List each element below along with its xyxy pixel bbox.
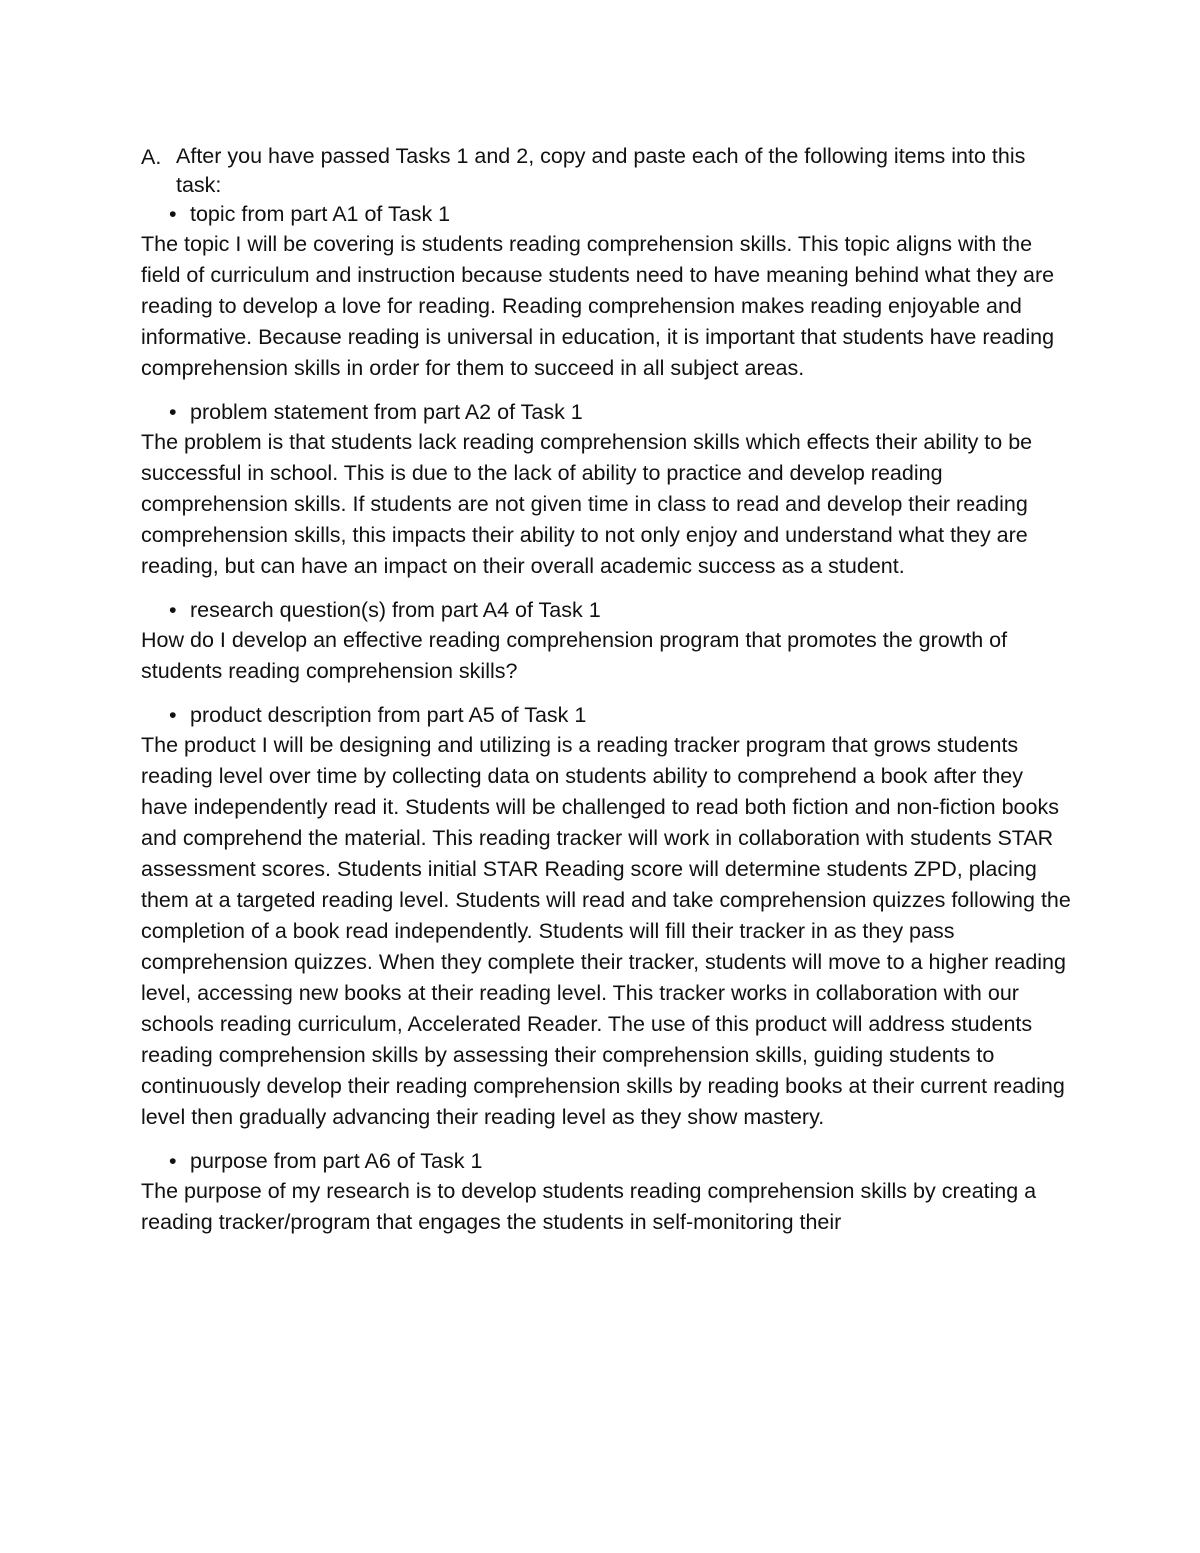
section-answer-purpose: The purpose of my research is to develop students reading comprehension skills by creating a reading tracker/program that engages the students in self-monitoring their xyxy=(141,1179,1037,1234)
instruction-letter: A. xyxy=(141,145,162,169)
instruction-text: After you have passed Tasks 1 and 2, copy and paste each of the following items into this task: xyxy=(176,144,1026,197)
section-label-product-description xyxy=(141,701,1071,730)
bullet-icon: • xyxy=(169,400,177,424)
section-answer-research-questions: How do I develop an effective reading comprehension program that promotes the growth of students reading comprehension skills? xyxy=(141,628,1008,683)
section-label-text: research question(s) from part A4 of Task 1 xyxy=(190,598,601,622)
section-answer-topic: The topic I will be covering is students reading comprehension skills. This topic aligns with the field of curriculum and instruction because students need to have meaning behind what they are reading to develop a love for reading. Reading comprehension makes reading enjoyable and informative. Because reading is universal in education, it is important that students have reading comprehension skills in order for them to succeed in all subject areas. xyxy=(141,232,1055,380)
section-label-research-questions xyxy=(141,596,1071,625)
section-label-problem-statement xyxy=(141,398,1071,427)
bullet-icon: • xyxy=(169,598,177,622)
section-label-text: product description from part A5 of Task 1 xyxy=(190,703,587,727)
bullet-icon: • xyxy=(169,202,177,226)
section-label-text: topic from part A1 of Task 1 xyxy=(190,202,451,226)
section-label-text: purpose from part A6 of Task 1 xyxy=(190,1149,483,1173)
bullet-icon: • xyxy=(169,703,177,727)
section-label-purpose xyxy=(141,1147,1071,1176)
section-answer-product-description: The product I will be designing and utilizing is a reading tracker program that grows students reading level over time by collecting data on students ability to comprehend a book after they have independently read it. Students will be challenged to read both fiction and non-fiction books and comprehend the material. This reading tracker will work in collaboration with students STAR assessment scores. Students initial STAR Reading score will determine students ZPD, placing them at a targeted reading level. Students will read and take comprehension quizzes following the completion of a book read independently. Students will fill their tracker in as they pass comprehension quizzes. When they complete their tracker, students will move to a higher reading level, accessing new books at their reading level. This tracker works in collaboration with our schools reading curriculum, Accelerated Reader. The use of this product will address students reading comprehension skills by assessing their comprehension skills, guiding students to continuously develop their reading comprehension skills by reading books at their current reading level then gradually advancing their reading level as they show mastery. xyxy=(141,733,1071,1129)
bullet-icon: • xyxy=(169,1149,177,1173)
instruction-item xyxy=(141,142,1071,200)
section-label-topic xyxy=(141,200,1071,229)
section-answer-problem-statement: The problem is that students lack reading comprehension skills which effects their ability to be successful in school. This is due to the lack of ability to practice and develop reading comprehension skills. If students are not given time in class to read and develop their reading comprehension skills, this impacts their ability to not only enjoy and understand what they are reading, but can have an impact on their overall academic success as a student. xyxy=(141,430,1033,578)
document-body xyxy=(141,142,1071,1252)
section-label-text: problem statement from part A2 of Task 1 xyxy=(190,400,583,424)
